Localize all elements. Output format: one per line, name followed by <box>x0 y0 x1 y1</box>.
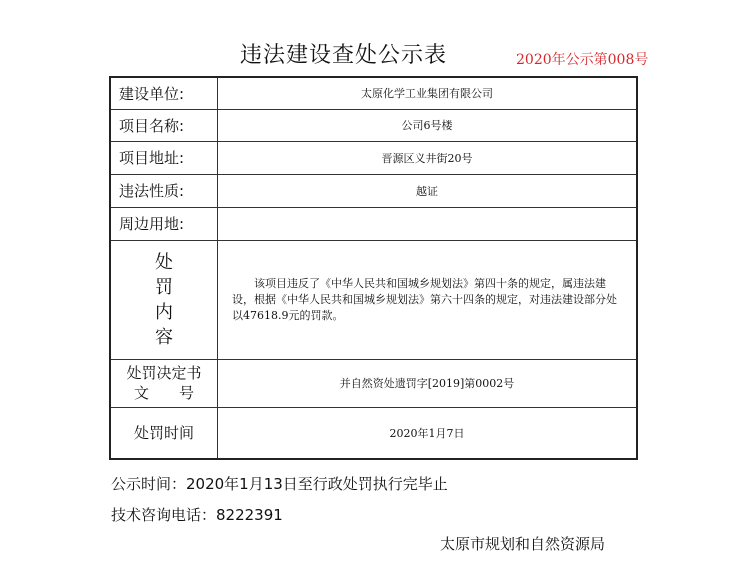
value-project-address: 晋源区义井街20号 <box>218 141 638 174</box>
value-construction-unit: 太原化学工业集团有限公司 <box>218 77 638 109</box>
table-row-nature <box>110 174 637 207</box>
publicity-time: 公示时间：2020年1月13日至行政处罚执行完毕止 <box>111 475 448 493</box>
label-surrounding-land: 周边用地: <box>110 207 218 240</box>
label-project-name: 项目名称: <box>110 109 218 141</box>
table-row-project-name <box>110 109 637 141</box>
label-construction-unit: 建设单位: <box>110 77 218 109</box>
label-char: 内 <box>155 301 173 323</box>
page-title: 违法建设查处公示表 <box>240 43 448 68</box>
label-line: 文 号 <box>133 384 194 402</box>
hotline: 技术咨询电话：8222391 <box>111 506 283 524</box>
value-violation-nature: 越证 <box>218 174 638 207</box>
table-row-project-address <box>110 141 637 174</box>
table-row-unit <box>110 77 637 109</box>
value-penalty-time: 2020年1月7日 <box>218 407 638 459</box>
label-penalty-time: 处罚时间 <box>110 407 218 459</box>
label-violation-nature: 违法性质: <box>110 174 218 207</box>
label-char: 罚 <box>155 276 173 298</box>
value-project-name: 公司6号楼 <box>218 109 638 141</box>
label-penalty-content <box>110 240 218 359</box>
info-table <box>109 76 638 460</box>
issuing-agency: 太原市规划和自然资源局 <box>440 535 606 553</box>
value-penalty-content: 该项目违反了《中华人民共和国城乡规划法》第四十条的规定，属违法建设，根据《中华人民共和国城乡规划法》第六十四条的规定，对违法建设部分处以47618.9元的罚款。 <box>218 240 638 359</box>
label-char: 处 <box>155 251 173 273</box>
label-decision-number <box>110 359 218 407</box>
document-number: 2020年公示第008号 <box>516 52 649 68</box>
table-row-penalty-time <box>110 407 637 459</box>
table-row-penalty <box>110 240 637 359</box>
label-line: 处罚决定书 <box>126 364 202 382</box>
label-project-address: 项目地址: <box>110 141 218 174</box>
value-surrounding-land <box>218 207 638 240</box>
value-decision-number: 并自然资处遗罚字[2019]第0002号 <box>218 359 638 407</box>
label-char: 容 <box>155 326 173 348</box>
table-row-surrounding <box>110 207 637 240</box>
table-row-decision <box>110 359 637 407</box>
